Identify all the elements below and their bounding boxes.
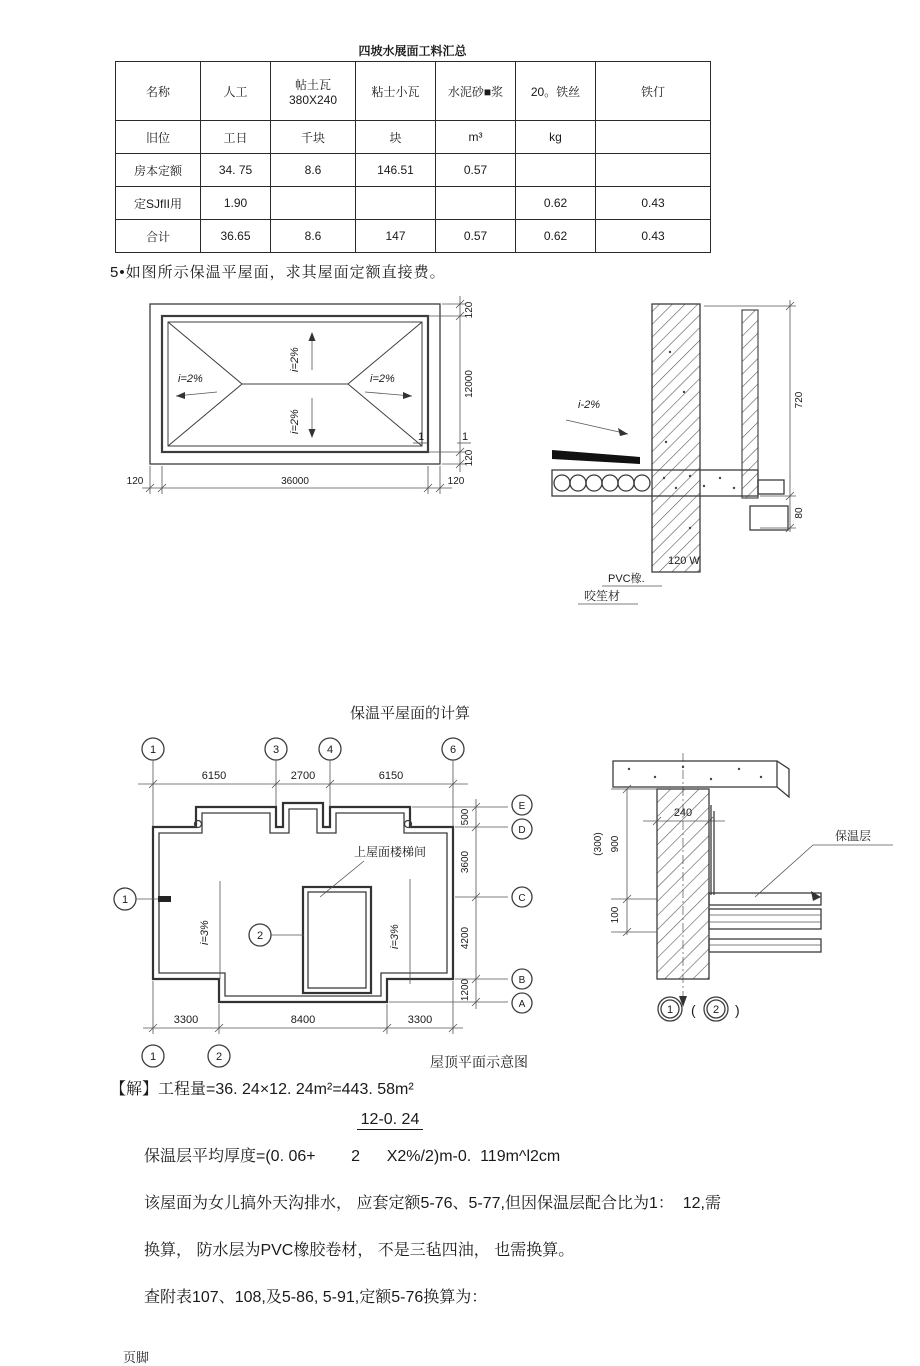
page-footer: 页脚 [123,1350,150,1365]
table-row [116,121,711,154]
dim-label: 100 [610,906,621,924]
slope-annotation [566,399,628,436]
table-cell: 0.57 [436,220,516,253]
table-cell [271,187,356,220]
section-mark: 1 [418,431,425,443]
axis-label: 2 [215,1051,223,1063]
slope-label: i=3% [389,924,401,949]
solution-paragraph: 该屋面为女儿搞外天沟排水， 应套定额5-76、5-77,但因保温层配合比为1： 12,需 [144,1195,721,1212]
dimension-right [428,296,475,472]
col-header: 粘士小瓦 [356,62,436,121]
col-header: 名称 [116,62,201,121]
callout-label: 2 [256,930,264,942]
plan-caption: 屋顶平面示意图 [430,1054,528,1070]
table-cell: 旧位 [116,121,201,154]
col-header-line2: 380X240 [288,92,338,107]
waterproof-layer [552,450,640,464]
slope-annotations [176,332,412,438]
table-cell: kg [516,121,596,154]
table-cell [436,187,516,220]
table-cell: 0.62 [516,187,596,220]
axis-label: 4 [326,744,334,756]
dim-label: 3300 [407,1014,433,1026]
table-cell: 1.90 [201,187,271,220]
insulation-callout [755,829,893,897]
solution-paragraph: 查附表107、108,及5-86, 5-91,定额5-76换算为： [144,1289,488,1306]
axis-label: 3 [272,744,280,756]
dim-label: 2700 [290,770,316,782]
table-cell: 8.6 [271,220,356,253]
table-cell: 34. 75 [201,154,271,187]
bottom-axes [658,997,740,1021]
paren-close: ) [735,1002,740,1018]
table-cell: 0.57 [436,154,516,187]
section-marks [413,431,471,443]
paren-open: ( [691,1002,696,1018]
fig2-roof-plan [108,729,563,1074]
table-title: 四坡水展面工料汇总 [358,44,467,58]
dim-label: 900 [610,835,621,853]
table-row [116,220,711,253]
slope-label: i=2% [178,373,203,385]
table-cell: 0.62 [516,220,596,253]
axis-label: C [518,893,526,904]
axis-label: 1 [149,744,157,756]
axis-label: E [518,801,526,812]
fig1-eaves-detail [544,292,829,610]
note-material: 咬笙材 [584,589,621,603]
dim-label: 120 [126,476,144,487]
solution-paragraph: 换算， 防水层为PVC橡胶卷材， 不是三毡四油， 也需换算。 [144,1242,575,1259]
col-header: 水泥砂■浆 [436,62,516,121]
material-table [115,61,711,253]
table-cell: 合计 [116,220,201,253]
dim-label: 6150 [201,770,227,782]
axis-label: 1 [121,894,129,906]
dim-label: 1200 [460,978,471,1002]
col-header [271,62,356,121]
axis-label: 2 [712,1004,720,1016]
left-dimensions [593,785,657,936]
dim-label: 8400 [290,1014,316,1026]
col-header: 人工 [201,62,271,121]
table-cell: 0.43 [596,220,711,253]
table-cell: 千块 [271,121,356,154]
insulation-layer [709,893,821,905]
slope-label: i=2% [370,373,395,385]
figure2 [108,729,920,1074]
stairwell-label: 上屋面楼梯间 [354,845,427,859]
dim-label: 240 [673,807,693,819]
callout-2 [249,924,304,946]
table-cell: 块 [356,121,436,154]
parapet-wall [652,304,758,572]
solution-block [110,1076,920,1307]
solution-fraction [110,1111,670,1129]
slope-label: i-2% [578,399,601,411]
left-axis [114,888,171,910]
dim-label: 720 [794,391,805,409]
dim-label: 500 [460,808,471,826]
figure1 [122,292,920,610]
col-header-line1: 帖土瓦 [294,77,331,92]
col-header: 20。铁丝 [516,62,596,121]
table-cell [516,154,596,187]
table-cell: 0.43 [596,187,711,220]
width-label: 120 W [668,555,700,567]
dim-label: 120 [464,301,475,319]
table-cell: 147 [356,220,436,253]
dim-label: 12000 [464,370,475,398]
section-title: 保温平屋面的计算 [349,705,470,722]
solution-line1: 【解】工程量=36. 24×12. 24m²=443. 58m² [110,1081,414,1098]
table-cell: 房本定额 [116,154,201,187]
axis-label: 1 [149,1051,157,1063]
table-cell: 工日 [201,121,271,154]
axis-label: A [518,999,526,1010]
table-cell [356,187,436,220]
dim-label: 80 [794,507,805,519]
table-cell [596,121,711,154]
dimension-bottom [127,466,465,494]
table-cell [596,154,711,187]
table-cell: 8.6 [271,154,356,187]
insulation-label: 保温层 [834,829,872,843]
top-axes [138,738,468,827]
table-row [116,187,711,220]
dim-label: 120 [464,449,475,467]
table-cell: 146.51 [356,154,436,187]
table-row [116,154,711,187]
dim-label: 120 [447,476,465,487]
problem-statement: 5•如图所示保温平屋面，求其屋面定额直接费。 [110,264,446,281]
roof-layers [709,805,821,952]
table-header-row [116,62,711,121]
note-pvc: PVC橡. [608,573,645,585]
material-notes [578,571,662,604]
dim-label: (300) [593,832,604,856]
fig1-roof-plan [122,292,494,527]
axis-label: 1 [666,1004,674,1016]
fraction-value: 12-0. 24 [357,1111,424,1130]
fig2-parapet-detail [585,747,900,1032]
stairwell [303,844,426,993]
solution-formula: 保温层平均厚度=(0. 06+ 2 X2%/2)m-0. 119m^l2cm [144,1148,561,1165]
col-header: 铁仃 [596,62,711,121]
slope-annotations [199,879,410,984]
dim-label: 4200 [460,926,471,950]
dim-label: 3300 [173,1014,199,1026]
section-mark: 1 [462,431,469,443]
table-cell: 定SJfII用 [116,187,201,220]
slope-label: i=3% [199,920,211,945]
dim-label: 3600 [460,850,471,874]
axis-label: 6 [449,744,457,756]
table-cell: m³ [436,121,516,154]
dim-label: 6150 [378,770,404,782]
dim-label: 36000 [281,476,309,487]
table-cell: 36.65 [201,220,271,253]
axis-label: B [518,975,526,986]
slope-label: i=2% [289,409,301,434]
slope-label: i=2% [289,347,301,372]
axis-label: D [518,825,526,836]
